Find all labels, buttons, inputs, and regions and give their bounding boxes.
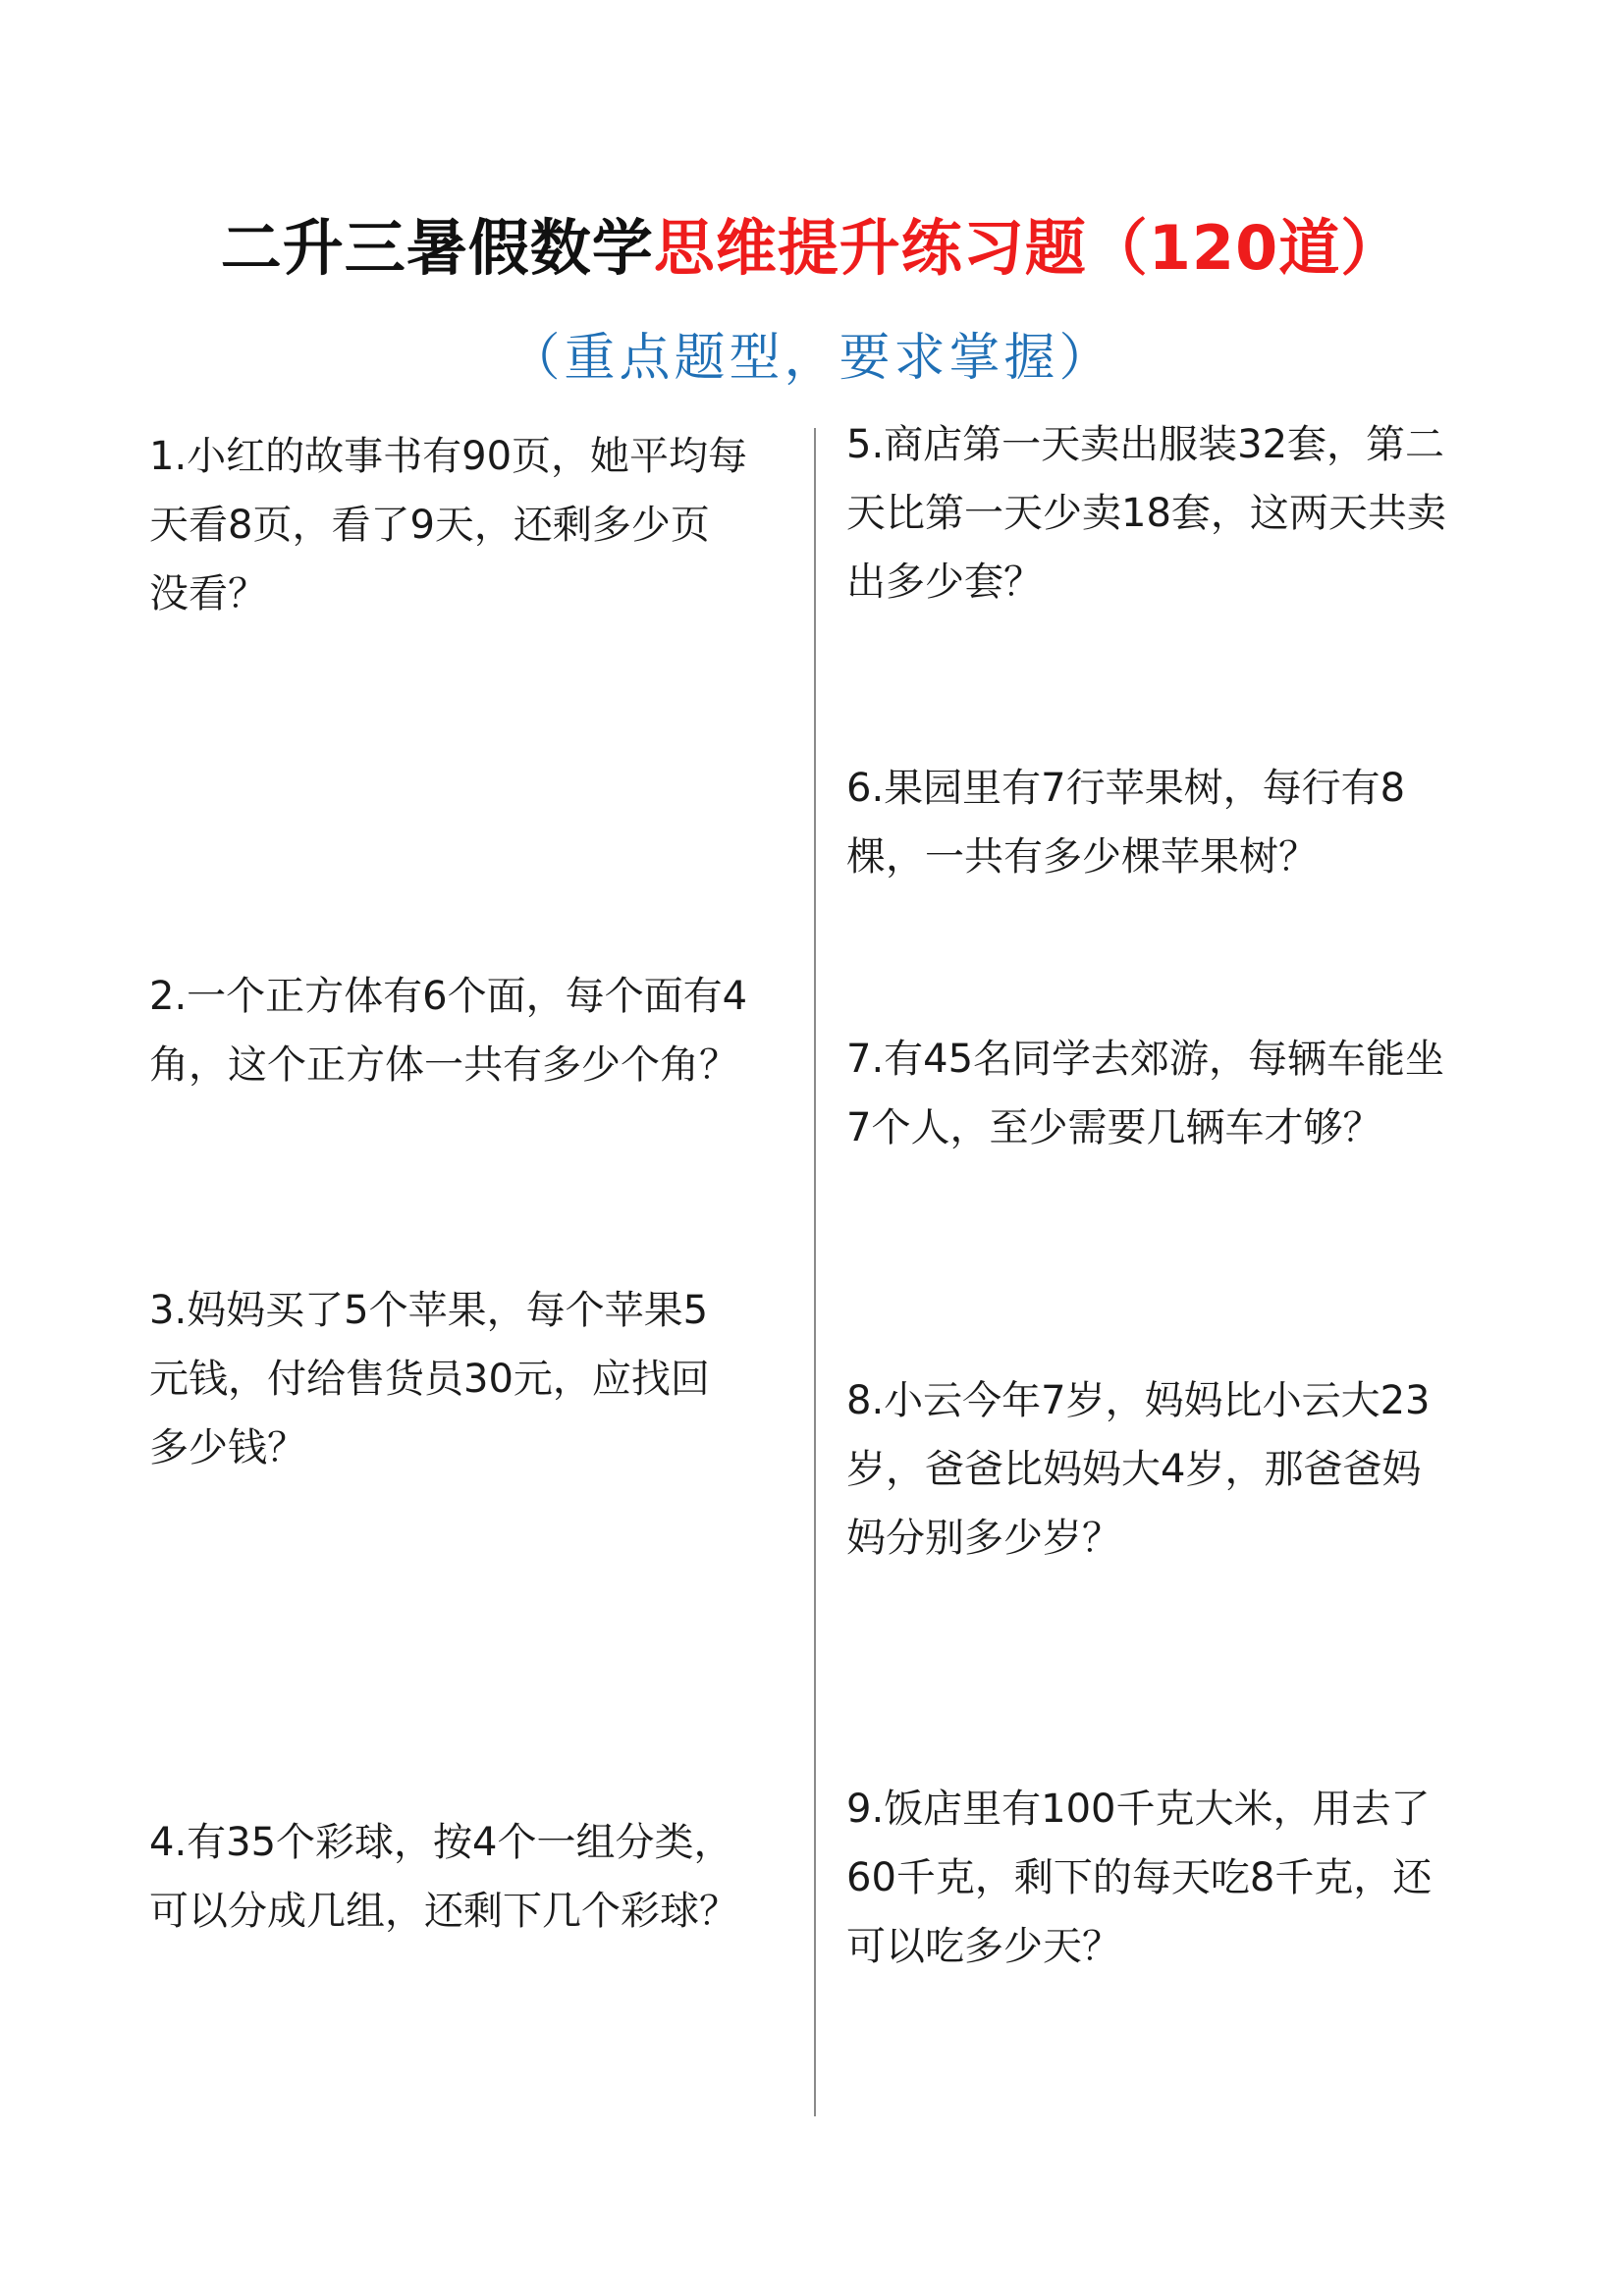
problem-1	[149, 422, 747, 628]
problem-line: 妈分别多少岁？	[846, 1516, 1121, 1561]
problem-line: 多少钱？	[149, 1425, 306, 1470]
problem-line: 60千克，剩下的每天吃8千克，还	[846, 1855, 1433, 1900]
problem-5	[846, 410, 1446, 616]
problem-line: 出多少套？	[846, 560, 1043, 605]
problem-line: 9.饭店里有100千克大米，用去了	[846, 1787, 1431, 1832]
problem-line: 4.有35个彩球，按4个一组分类，	[149, 1820, 733, 1865]
problem-line: 元钱，付给售货员30元，应找回	[149, 1357, 710, 1402]
problem-6	[846, 754, 1405, 891]
title-red-part: 思维提升练习题（120道）	[653, 212, 1403, 284]
problem-line: 天看8页，看了9天，还剩多少页	[149, 503, 710, 548]
problem-line: 没看？	[149, 571, 267, 616]
problem-line: 可以吃多少天？	[846, 1924, 1121, 1969]
column-divider	[814, 428, 816, 2116]
problem-line: 1.小红的故事书有90页，她平均每	[149, 434, 748, 479]
title-black-part: 二升三暑假数学	[220, 212, 654, 284]
page-title	[0, 204, 1623, 293]
problem-line: 天比第一天少卖18套，这两天共卖	[846, 491, 1446, 536]
problem-7	[846, 1025, 1444, 1162]
problem-4	[149, 1808, 738, 1946]
problem-line: 角，这个正方体一共有多少个角？	[149, 1042, 738, 1088]
problem-line: 5.商店第一天卖出服装32套，第二	[846, 422, 1445, 467]
problem-2	[149, 962, 747, 1099]
problem-line: 2.一个正方体有6个面，每个面有4	[149, 974, 748, 1019]
problem-9	[846, 1775, 1432, 1981]
problem-line: 岁，爸爸比妈妈大4岁，那爸爸妈	[846, 1447, 1422, 1492]
problem-line: 8.小云今年7岁，妈妈比小云大23	[846, 1378, 1431, 1423]
problem-line: 棵，一共有多少棵苹果树？	[846, 834, 1318, 880]
problem-line: 6.果园里有7行苹果树，每行有8	[846, 766, 1406, 811]
problem-3	[149, 1276, 710, 1482]
problem-8	[846, 1366, 1431, 1573]
problem-line: 7个人，至少需要几辆车才够？	[846, 1105, 1382, 1150]
page-subtitle: （重点题型，要求掌握）	[509, 329, 1114, 388]
problem-line: 7.有45名同学去郊游，每辆车能坐	[846, 1037, 1445, 1082]
problem-line: 3.妈妈买了5个苹果，每个苹果5	[149, 1288, 709, 1333]
problem-line: 可以分成几组，还剩下几个彩球？	[149, 1889, 738, 1934]
